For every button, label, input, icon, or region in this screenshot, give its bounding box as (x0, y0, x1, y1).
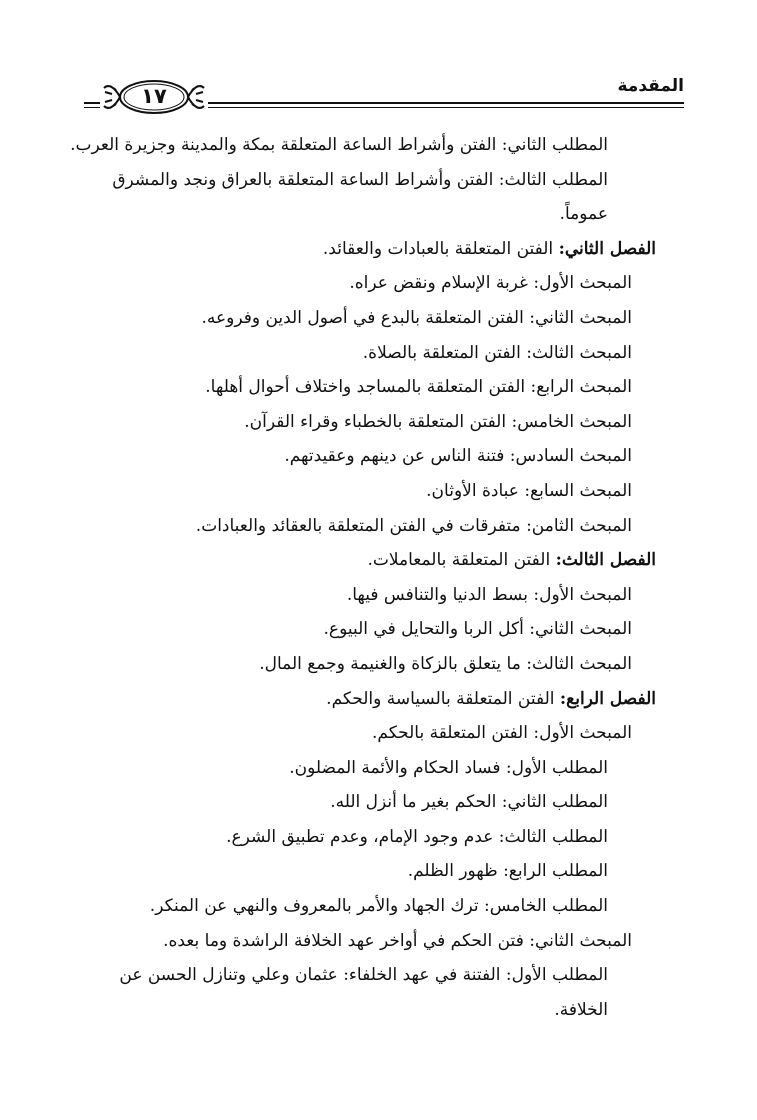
toc-entry-text: الفتن المتعلقة بالخطباء وقراء القرآن. (244, 411, 512, 432)
toc-entry-label: المطلب الأول: (505, 757, 608, 778)
toc-entry-text: عبادة الأوثان. (426, 480, 525, 501)
toc-entry (70, 232, 656, 267)
toc-entry (70, 266, 656, 301)
toc-entry-label: المبحث الثالث: (526, 342, 632, 363)
header-rule (208, 102, 684, 104)
toc-entry-text: الفتن المتعلقة بالصلاة. (362, 342, 527, 363)
toc-entry (70, 439, 656, 474)
toc-entry-text: الفتن المتعلقة بالبدع في أصول الدين وفروعه. (201, 307, 530, 328)
header-rule-left-thin (84, 107, 100, 108)
toc-entry-label: المطلب الخامس: (484, 896, 608, 917)
chapter-title: المقدمة (617, 76, 684, 96)
toc-entry-text: الفتن المتعلقة بالسياسة والحكم. (326, 688, 560, 709)
toc-entry (70, 820, 656, 855)
toc-entry (70, 509, 656, 544)
toc-entry (70, 785, 656, 820)
toc-entry-label: الفصل الرابع: (559, 688, 656, 709)
toc-entry-label: المبحث الثاني: (529, 307, 632, 328)
toc-entry (70, 889, 656, 924)
toc-entry-label: المبحث الثالث: (526, 653, 632, 674)
toc-entry-text: الحكم بغير ما أنزل الله. (330, 792, 502, 813)
toc-entry-text: ترك الجهاد والأمر بالمعروف والنهي عن المنكر. (149, 896, 485, 917)
table-of-contents (70, 128, 656, 1027)
toc-entry (70, 128, 656, 163)
toc-entry-text: الفتن المتعلقة بالعبادات والعقائد. (322, 238, 559, 259)
toc-entry-label: المبحث الأول: (533, 584, 632, 605)
toc-entry-label: الفصل الثالث: (555, 550, 656, 571)
toc-entry-text: ظهور الظلم. (407, 861, 504, 882)
toc-entry (70, 336, 656, 371)
toc-entry-label: المبحث الثاني: (529, 619, 632, 640)
toc-entry (70, 405, 656, 440)
toc-entry-label: المبحث السابع: (524, 480, 632, 501)
toc-entry (70, 163, 656, 232)
toc-entry-text: بسط الدنيا والتنافس فيها. (346, 584, 534, 605)
toc-entry-text: الفتن وأشراط الساعة المتعلقة بالعراق ونجد والمشرق عموماً. (112, 169, 608, 225)
toc-entry-label: المبحث الأول: (533, 723, 632, 744)
toc-entry-text: أكل الربا والتحايل في البيوع. (323, 619, 530, 640)
toc-entry (70, 578, 656, 613)
toc-entry (70, 682, 656, 717)
toc-entry (70, 958, 656, 1027)
toc-entry (70, 370, 656, 405)
toc-entry-text: غربة الإسلام ونقض عراه. (349, 273, 534, 294)
toc-entry-text: فتنة الناس عن دينهم وعقيدتهم. (284, 446, 510, 467)
toc-entry-text: الفتن المتعلقة بالمساجد واختلاف أحوال أهلها. (205, 377, 531, 398)
toc-entry-label: المبحث الثاني: (529, 930, 632, 951)
toc-entry-text: الفتن المتعلقة بالحكم. (372, 723, 534, 744)
toc-entry (70, 854, 656, 889)
toc-entry-text: عدم وجود الإمام، وعدم تطبيق الشرع. (226, 826, 499, 847)
toc-entry (70, 474, 656, 509)
toc-entry-text: فتن الحكم في أواخر عهد الخلافة الراشدة وما بعده. (163, 930, 530, 951)
toc-entry-text: متفرقات في الفتن المتعلقة بالعقائد والعبادات. (195, 515, 527, 536)
toc-entry-label: المطلب الأول: (505, 965, 608, 986)
toc-entry (70, 612, 656, 647)
toc-entry (70, 924, 656, 959)
toc-entry-label: المطلب الرابع: (503, 861, 608, 882)
toc-entry-text: الفتن وأشراط الساعة المتعلقة بمكة والمدينة وجزيرة العرب. (70, 135, 502, 155)
toc-entry (70, 751, 656, 786)
header-rule-thin (208, 107, 684, 108)
toc-entry-label: المطلب الثالث: (498, 169, 608, 190)
toc-entry (70, 647, 656, 682)
page-header (84, 68, 684, 124)
page-number: ١٧ (141, 84, 167, 108)
toc-entry-label: المبحث الأول: (533, 273, 632, 294)
toc-entry-text: الفتنة في عهد الخلفاء: عثمان وعلي وتنازل الحسن عن الخلافة. (119, 965, 608, 1020)
toc-entry (70, 301, 656, 336)
toc-entry-label: المبحث السادس: (509, 446, 632, 467)
toc-entry-label: المبحث الرابع: (530, 377, 632, 398)
toc-entry (70, 716, 656, 751)
toc-entry-label: المطلب الثالث: (498, 826, 608, 847)
header-rule-left (84, 102, 100, 104)
toc-entry-text: ما يتعلق بالزكاة والغنيمة وجمع المال. (259, 653, 527, 674)
toc-entry-text: فساد الحكام والأئمة المضلون. (289, 757, 506, 778)
toc-entry-text: الفتن المتعلقة بالمعاملات. (367, 550, 556, 571)
toc-entry-label: المطلب الثاني: (501, 135, 608, 155)
toc-entry-label: المطلب الثاني: (501, 792, 608, 813)
toc-entry (70, 543, 656, 578)
toc-entry-label: المبحث الثامن: (526, 515, 632, 536)
toc-entry-label: المبحث الخامس: (511, 411, 632, 432)
toc-entry-label: الفصل الثاني: (558, 238, 656, 259)
